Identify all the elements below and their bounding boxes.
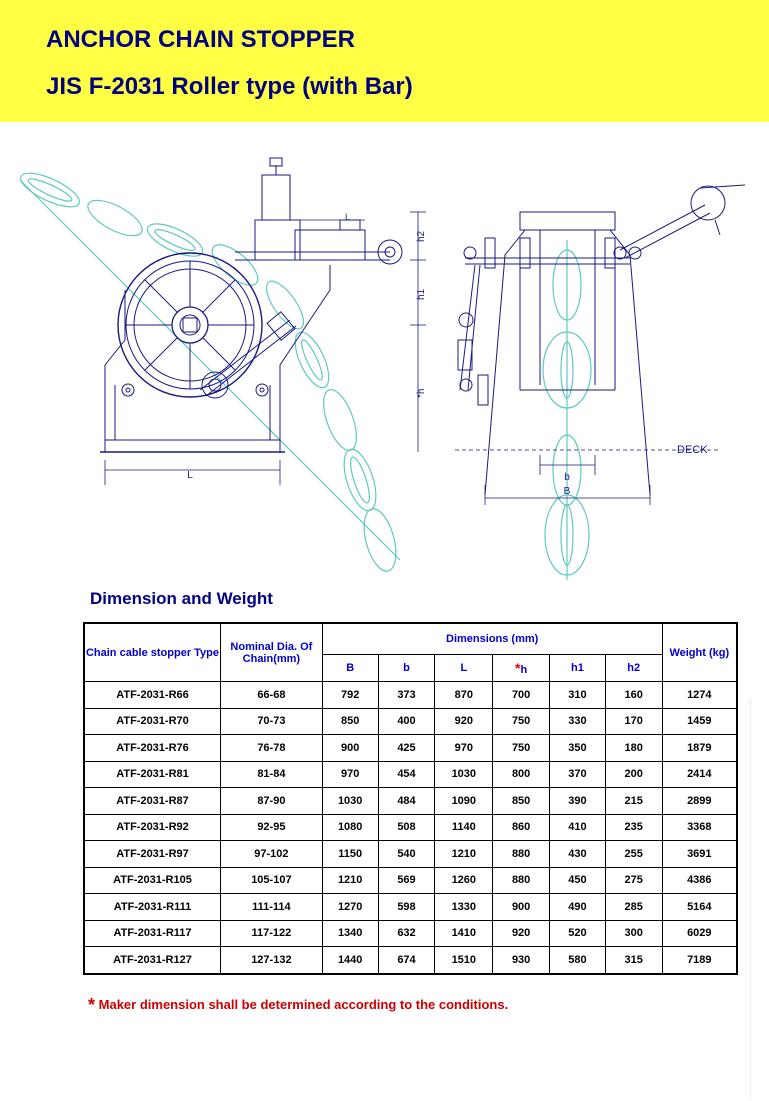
dim-label-h1: h1 bbox=[416, 288, 427, 300]
table-cell: 370 bbox=[550, 761, 606, 788]
table-cell: 1879 bbox=[662, 735, 737, 762]
header-h2: h2 bbox=[605, 655, 662, 682]
table-cell: 508 bbox=[378, 814, 435, 841]
table-cell: 2414 bbox=[662, 761, 737, 788]
dim-label-B: B bbox=[563, 486, 571, 497]
table-cell: 6029 bbox=[662, 920, 737, 947]
table-cell: 880 bbox=[493, 841, 550, 868]
dimension-weight-table bbox=[83, 622, 738, 975]
table-cell: 1210 bbox=[322, 867, 378, 894]
table-cell: 1340 bbox=[322, 920, 378, 947]
table-cell: 1260 bbox=[435, 867, 493, 894]
table-cell: 1440 bbox=[322, 947, 378, 974]
page-subtitle: JIS F-2031 Roller type (with Bar) bbox=[46, 73, 413, 100]
deck-label: DECK bbox=[677, 444, 708, 456]
table-cell: 410 bbox=[550, 814, 606, 841]
table-cell: 970 bbox=[435, 735, 493, 762]
table-cell: ATF-2031-R92 bbox=[84, 814, 221, 841]
table-cell: 200 bbox=[605, 761, 662, 788]
page-edge-line bbox=[750, 700, 752, 1100]
table-cell: 300 bbox=[605, 920, 662, 947]
table-row bbox=[84, 788, 737, 815]
table-cell: ATF-2031-R81 bbox=[84, 761, 221, 788]
table-cell: 750 bbox=[493, 708, 550, 735]
table-cell: 1030 bbox=[322, 788, 378, 815]
table-row bbox=[84, 761, 737, 788]
table-row bbox=[84, 708, 737, 735]
table-cell: 1210 bbox=[435, 841, 493, 868]
table-cell: 7189 bbox=[662, 947, 737, 974]
table-header-row bbox=[84, 623, 737, 655]
header-type: Chain cable stopper Type bbox=[84, 623, 221, 682]
table-row bbox=[84, 735, 737, 762]
table-cell: 920 bbox=[435, 708, 493, 735]
table-cell: 81-84 bbox=[221, 761, 323, 788]
table-cell: 450 bbox=[550, 867, 606, 894]
table-cell: 4386 bbox=[662, 867, 737, 894]
table-cell: 970 bbox=[322, 761, 378, 788]
table-row bbox=[84, 867, 737, 894]
footnote-star: * bbox=[88, 995, 96, 1015]
header-h1: h1 bbox=[550, 655, 606, 682]
table-cell: 569 bbox=[378, 867, 435, 894]
header-dimensions: Dimensions (mm) bbox=[322, 623, 662, 655]
header-h bbox=[493, 655, 550, 682]
table-cell: 850 bbox=[322, 708, 378, 735]
table-cell: 310 bbox=[550, 682, 606, 709]
table-cell: ATF-2031-R87 bbox=[84, 788, 221, 815]
table-cell: 792 bbox=[322, 682, 378, 709]
table-cell: ATF-2031-R70 bbox=[84, 708, 221, 735]
table-cell: 484 bbox=[378, 788, 435, 815]
table-cell: 632 bbox=[378, 920, 435, 947]
table-cell: 1140 bbox=[435, 814, 493, 841]
table-cell: 490 bbox=[550, 894, 606, 921]
table-cell: 255 bbox=[605, 841, 662, 868]
table-cell: 275 bbox=[605, 867, 662, 894]
table-row bbox=[84, 894, 737, 921]
table-cell: 430 bbox=[550, 841, 606, 868]
table-cell: 70-73 bbox=[221, 708, 323, 735]
table-cell: 2899 bbox=[662, 788, 737, 815]
table-cell: 1274 bbox=[662, 682, 737, 709]
table-cell: 330 bbox=[550, 708, 606, 735]
table-cell: 540 bbox=[378, 841, 435, 868]
table-row bbox=[84, 841, 737, 868]
table-cell: 87-90 bbox=[221, 788, 323, 815]
table-cell: 674 bbox=[378, 947, 435, 974]
table-cell: 860 bbox=[493, 814, 550, 841]
table-cell: 170 bbox=[605, 708, 662, 735]
table-cell: 880 bbox=[493, 867, 550, 894]
table-cell: 920 bbox=[493, 920, 550, 947]
header-L: L bbox=[435, 655, 493, 682]
table-cell: 180 bbox=[605, 735, 662, 762]
table-cell: 1150 bbox=[322, 841, 378, 868]
footnote bbox=[88, 995, 508, 1016]
table-cell: 315 bbox=[605, 947, 662, 974]
table-cell: 870 bbox=[435, 682, 493, 709]
table-cell: 3691 bbox=[662, 841, 737, 868]
table-cell: 160 bbox=[605, 682, 662, 709]
table-cell: 850 bbox=[493, 788, 550, 815]
table-row bbox=[84, 682, 737, 709]
table-cell: 235 bbox=[605, 814, 662, 841]
table-cell: 117-122 bbox=[221, 920, 323, 947]
table-cell: 1510 bbox=[435, 947, 493, 974]
table-cell: 97-102 bbox=[221, 841, 323, 868]
table-cell: 1270 bbox=[322, 894, 378, 921]
table-cell: 425 bbox=[378, 735, 435, 762]
table-cell: 454 bbox=[378, 761, 435, 788]
table-cell: ATF-2031-R117 bbox=[84, 920, 221, 947]
table-cell: 105-107 bbox=[221, 867, 323, 894]
table-cell: 520 bbox=[550, 920, 606, 947]
table-cell: 5164 bbox=[662, 894, 737, 921]
table-cell: 1459 bbox=[662, 708, 737, 735]
dim-label-b: b bbox=[564, 472, 570, 483]
header-h-label: h bbox=[520, 664, 528, 676]
table-cell: 900 bbox=[493, 894, 550, 921]
table-cell: 400 bbox=[378, 708, 435, 735]
table-cell: 1030 bbox=[435, 761, 493, 788]
table-cell: 373 bbox=[378, 682, 435, 709]
table-body bbox=[84, 682, 737, 974]
footnote-text: Maker dimension shall be determined according to the conditions. bbox=[98, 997, 509, 1012]
table-cell: 750 bbox=[493, 735, 550, 762]
table-cell: ATF-2031-R111 bbox=[84, 894, 221, 921]
table-cell: 700 bbox=[493, 682, 550, 709]
table-cell: ATF-2031-R97 bbox=[84, 841, 221, 868]
side-view bbox=[16, 158, 426, 575]
header-h-star: * bbox=[515, 660, 521, 676]
front-view bbox=[455, 185, 745, 580]
table-row bbox=[84, 814, 737, 841]
header-B: B bbox=[322, 655, 378, 682]
table-row bbox=[84, 947, 737, 974]
dim-label-h: *h bbox=[416, 388, 427, 398]
table-cell: 580 bbox=[550, 947, 606, 974]
page-title: ANCHOR CHAIN STOPPER bbox=[46, 26, 355, 53]
header-b: b bbox=[378, 655, 435, 682]
table-cell: 111-114 bbox=[221, 894, 323, 921]
table-cell: 215 bbox=[605, 788, 662, 815]
header-weight: Weight (kg) bbox=[662, 623, 737, 682]
section-title: Dimension and Weight bbox=[90, 589, 273, 608]
table-cell: 3368 bbox=[662, 814, 737, 841]
table-cell: 930 bbox=[493, 947, 550, 974]
chain-vertical bbox=[543, 240, 591, 580]
table-cell: ATF-2031-R66 bbox=[84, 682, 221, 709]
header-nominal: Nominal Dia. Of Chain(mm) bbox=[221, 623, 323, 682]
table-cell: 76-78 bbox=[221, 735, 323, 762]
table-row bbox=[84, 920, 737, 947]
table-cell: 127-132 bbox=[221, 947, 323, 974]
table-cell: 285 bbox=[605, 894, 662, 921]
dim-label-L-top: L bbox=[345, 212, 351, 222]
table-cell: 1090 bbox=[435, 788, 493, 815]
table-cell: 66-68 bbox=[221, 682, 323, 709]
table-cell: 92-95 bbox=[221, 814, 323, 841]
chain-upper bbox=[16, 167, 401, 575]
table-cell: ATF-2031-R105 bbox=[84, 867, 221, 894]
table-cell: 350 bbox=[550, 735, 606, 762]
table-cell: ATF-2031-R76 bbox=[84, 735, 221, 762]
dim-label-L: L bbox=[187, 470, 193, 481]
table-cell: 1080 bbox=[322, 814, 378, 841]
table-cell: 900 bbox=[322, 735, 378, 762]
header-banner bbox=[0, 0, 769, 122]
table-cell: 800 bbox=[493, 761, 550, 788]
table-cell: 598 bbox=[378, 894, 435, 921]
technical-drawing bbox=[0, 140, 769, 590]
table-cell: 390 bbox=[550, 788, 606, 815]
table-cell: 1330 bbox=[435, 894, 493, 921]
table-cell: 1410 bbox=[435, 920, 493, 947]
table-cell: ATF-2031-R127 bbox=[84, 947, 221, 974]
dim-label-h2: h2 bbox=[416, 230, 427, 242]
